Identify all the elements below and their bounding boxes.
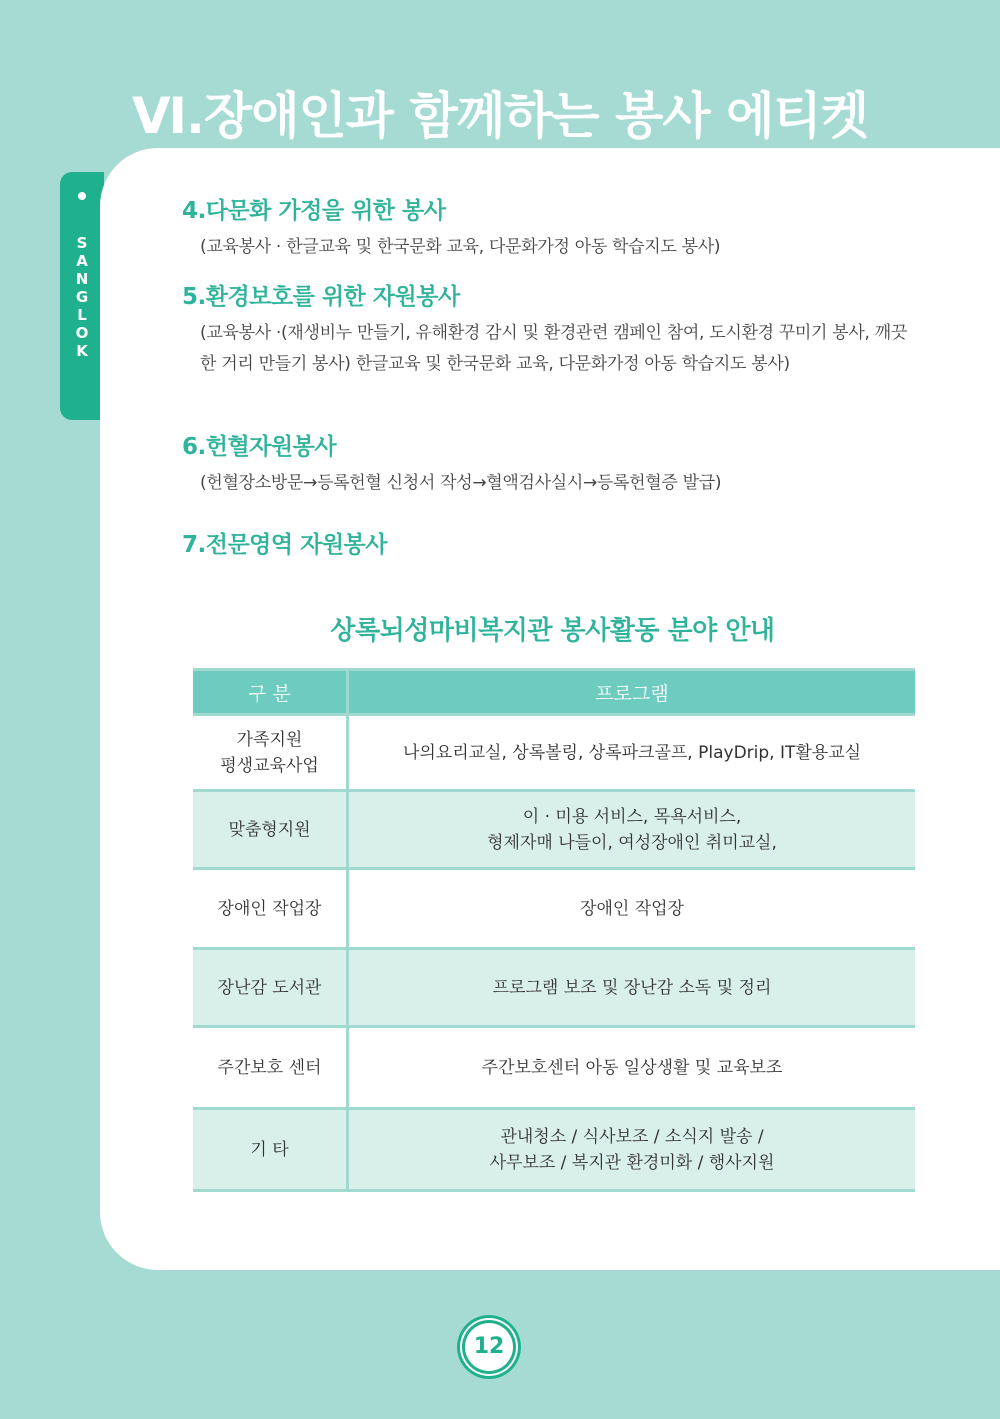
table-cell-program: 프로그램 보조 및 장난감 소독 및 정리 [348, 949, 916, 1027]
table-cell-category: 장난감 도서관 [193, 949, 348, 1027]
section-multicultural [182, 196, 922, 263]
table-cell-program: 장애인 작업장 [348, 869, 916, 949]
table-row [193, 949, 915, 1027]
section-professional [182, 530, 922, 560]
table-cell-category: 기 타 [193, 1109, 348, 1191]
page-title: Ⅵ.장애인과 함께하는 봉사 에티켓 [131, 87, 869, 145]
table-header-program: 프로그램 [348, 670, 916, 715]
side-tab [60, 172, 104, 420]
program-table [193, 668, 915, 1192]
table-cell-program: 주간보호센터 아동 일상생활 및 교육보조 [348, 1027, 916, 1109]
table-cell-category: 장애인 작업장 [193, 869, 348, 949]
table-cell-program: 관내청소 / 식사보조 / 소식지 발송 / 사무보조 / 복지관 환경미화 / 행사지원 [348, 1109, 916, 1191]
section-environment [182, 282, 922, 380]
table-cell-category: 가족지원 평생교육사업 [193, 715, 348, 791]
page-number: 12 [457, 1315, 521, 1379]
section-heading: 4.다문화 가정을 위한 봉사 [182, 198, 446, 224]
table-row [193, 869, 915, 949]
table-title: 상록뇌성마비복지관 봉사활동 분야 안내 [330, 616, 775, 646]
table-cell-program: 이 · 미용 서비스, 목욕서비스, 형제자매 나들이, 여성장애인 취미교실, [348, 791, 916, 869]
section-body: (헌혈장소방문→등록헌혈 신청서 작성→혈액검사실시→등록헌혈증 발급) [200, 473, 722, 493]
section-body: (교육봉사 · 한글교육 및 한국문화 교육, 다문화가정 아동 학습지도 봉사) [200, 237, 721, 257]
table-row [193, 1109, 915, 1191]
section-heading: 7.전문영역 자원봉사 [182, 532, 387, 558]
section-heading: 5.환경보호를 위한 자원봉사 [182, 284, 460, 310]
section-blood-donation [182, 432, 922, 499]
table-row [193, 715, 915, 791]
table-cell-category: 주간보호 센터 [193, 1027, 348, 1109]
table-cell-program: 나의요리교실, 상록볼링, 상록파크골프, PlayDrip, IT활용교실 [348, 715, 916, 791]
table-header-category: 구 분 [193, 670, 348, 715]
table-row [193, 791, 915, 869]
section-heading: 6.헌혈자원봉사 [182, 434, 337, 460]
table-row [193, 1027, 915, 1109]
table-cell-category: 맞춤형지원 [193, 791, 348, 869]
section-body: (교육봉사 ·(재생비누 만들기, 유해환경 감시 및 환경관련 캠페인 참여, 도시환경 꾸미기 봉사, 깨끗한 거리 만들기 봉사) 한글교육 및 한국문화 교육, 다문화가정 아동 학습지도 봉사) [200, 323, 907, 374]
bullet-dot-icon [78, 192, 86, 200]
side-tab-label: SANGLOK [75, 234, 89, 360]
table-body [193, 715, 915, 1191]
